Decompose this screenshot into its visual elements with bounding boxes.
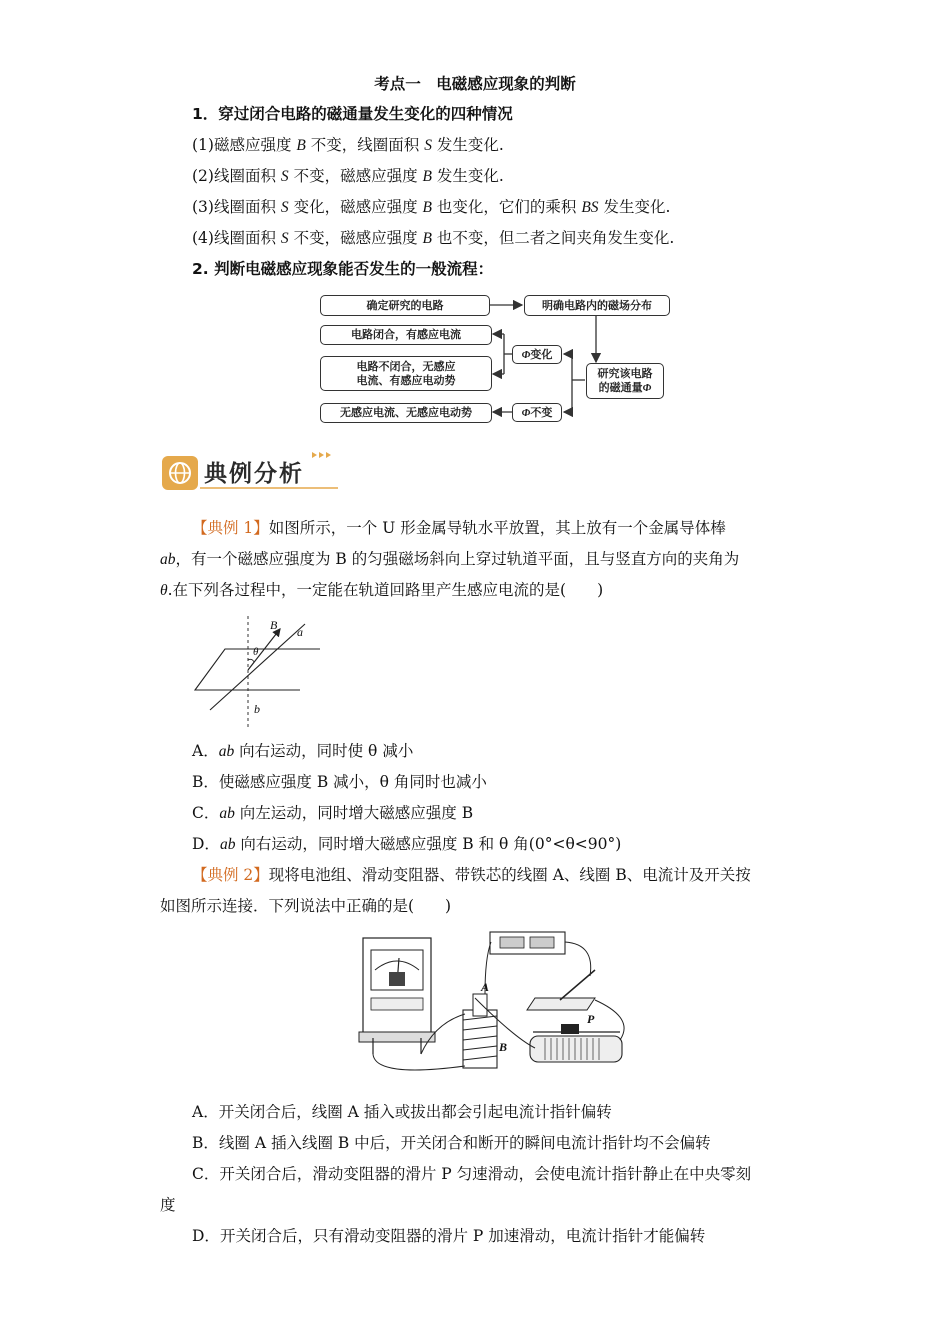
- point2-heading: 2. 判断电磁感应现象能否发生的一般流程：: [192, 260, 494, 278]
- text: 也变化，它们的乘积: [431, 198, 582, 216]
- example2-option-b[interactable]: [192, 1132, 711, 1154]
- label-slider-p: P: [587, 1012, 595, 1026]
- label-coil-a: A: [481, 980, 490, 994]
- option-text: 线圈 A 插入线圈 B 中后，开关闭合和断开的瞬间电流计指针均不会偏转: [218, 1134, 711, 1152]
- example1-option-d[interactable]: [192, 833, 621, 856]
- flow-text: 研究该电路: [597, 367, 653, 380]
- flow-box-flux: [586, 363, 664, 399]
- example1-option-a[interactable]: [192, 740, 413, 763]
- example-tag: 【典例 1】: [192, 519, 269, 537]
- example1-option-b[interactable]: [192, 771, 487, 793]
- example2-line1: [192, 864, 751, 886]
- option-letter: C．: [192, 1165, 220, 1183]
- var-s: S: [280, 199, 289, 216]
- option-text: 开关闭合后，滑动变阻器的滑片 P 匀速滑动，会使电流计指针静止在中央零刻: [219, 1165, 752, 1183]
- var-b: B: [422, 230, 432, 247]
- flow-result-none: 无感应电流、无感应电动势: [320, 403, 492, 423]
- option-text: 开关闭合后，只有滑动变阻器的滑片 P 加速滑动，电流计指针才能偏转: [219, 1227, 706, 1245]
- example2-line2: 如图所示连接．下列说法中正确的是( ): [160, 897, 452, 915]
- example2-option-a[interactable]: [192, 1101, 612, 1123]
- example2-option-c-cont: 度: [160, 1196, 176, 1214]
- flowchart: [300, 290, 680, 430]
- option-letter: A．: [192, 742, 219, 760]
- option-letter: C．: [192, 804, 220, 822]
- text: 如图所示，一个 U 形金属导轨水平放置，其上放有一个金属导体棒: [268, 519, 726, 537]
- flow-text: 的磁通量: [598, 381, 643, 394]
- point1-item-1: [192, 134, 504, 157]
- flow-text: 电路不闭合，无感应: [356, 359, 456, 373]
- point1-item-3: [192, 196, 670, 219]
- example1-line3: [160, 579, 603, 602]
- flow-text: 不变: [530, 405, 553, 419]
- section-title: 考点一 电磁感应现象的判断: [374, 75, 576, 93]
- text: 现将电池组、滑动变阻器、带铁芯的线圈 A、线圈 B、电流计及开关按: [268, 866, 751, 884]
- example1-line2: [160, 548, 739, 571]
- text: 也不变，但二者之间夹角发生变化.: [431, 229, 675, 247]
- text: ，有一个磁感应强度为 B 的匀强磁场斜向上穿过轨道平面，且与竖直方向的夹角为: [175, 550, 740, 568]
- option-text: 向右运动，同时增大磁感应强度 B 和 θ 角(0°<θ<90°): [235, 835, 622, 853]
- label-a: a: [297, 625, 303, 639]
- flow-box-field: 明确电路内的磁场分布: [524, 295, 670, 316]
- text: 发生变化.: [431, 167, 504, 185]
- flow-box-phi-nochange: [512, 403, 562, 422]
- label-theta: θ: [253, 646, 259, 658]
- var-b: B: [422, 168, 432, 185]
- var-s: S: [280, 230, 289, 247]
- var-bs: BS: [581, 199, 599, 216]
- var-ab: ab: [219, 805, 235, 822]
- text: 不变，线圈面积: [305, 136, 425, 154]
- point1-heading: 1．穿过闭合电路的磁通量发生变化的四种情况: [192, 105, 513, 123]
- text: (1)磁感应强度: [192, 136, 297, 154]
- example-tag: 【典例 2】: [192, 866, 269, 884]
- option-text: 使磁感应强度 B 减小，θ 角同时也减小: [218, 773, 487, 791]
- text: (2)线圈面积: [192, 167, 281, 185]
- example1-line1: [192, 517, 726, 539]
- flow-text: 变化: [530, 347, 553, 361]
- text: 变化，磁感应强度: [288, 198, 423, 216]
- circuit-diagram: [355, 928, 640, 1088]
- text: 不变，磁感应强度: [288, 167, 423, 185]
- option-letter: D．: [192, 835, 220, 853]
- var-ab: ab: [218, 743, 235, 760]
- text: 发生变化.: [598, 198, 671, 216]
- label-b-rod: b: [254, 702, 260, 716]
- text: 不变，磁感应强度: [288, 229, 423, 247]
- option-text: 开关闭合后，线圈 A 插入或拔出都会引起电流计指针偏转: [218, 1103, 612, 1121]
- flow-text: [599, 381, 652, 395]
- example2-option-c[interactable]: [192, 1163, 751, 1185]
- flow-box-circuit: 确定研究的电路: [320, 295, 490, 316]
- text: .在下列各过程中，一定能在轨道回路里产生感应电流的是( ): [167, 581, 604, 599]
- option-text: 向左运动，同时增大磁感应强度 B: [234, 804, 474, 822]
- analysis-heading-badge: [160, 450, 340, 492]
- flow-result-closed: 电路闭合，有感应电流: [320, 325, 492, 345]
- var-s: S: [280, 168, 289, 185]
- example1-option-c[interactable]: [192, 802, 473, 825]
- var-b: B: [422, 199, 432, 216]
- label-coil-b: B: [499, 1040, 508, 1054]
- var-ab: ab: [219, 836, 236, 853]
- var-b: B: [296, 137, 306, 154]
- var-theta: θ: [160, 582, 168, 599]
- flow-result-open: [320, 356, 492, 391]
- text: 发生变化.: [431, 136, 504, 154]
- example2-option-d[interactable]: [192, 1225, 705, 1247]
- label-b-field: B: [270, 618, 278, 632]
- circuit-figure: [355, 928, 640, 1088]
- flow-text: 电流、有感应电动势: [356, 373, 456, 387]
- point1-item-4: [192, 227, 674, 250]
- var-ab: ab: [160, 551, 176, 568]
- phi-symbol: Φ: [521, 348, 531, 361]
- text: (4)线圈面积: [192, 229, 281, 247]
- point1-item-2: [192, 165, 504, 188]
- text: (3)线圈面积: [192, 198, 281, 216]
- option-letter: D．: [192, 1227, 220, 1245]
- option-letter: B．: [192, 773, 219, 791]
- phi-symbol: Φ: [642, 382, 652, 394]
- option-letter: A．: [192, 1103, 219, 1121]
- option-letter: B．: [192, 1134, 219, 1152]
- rail-figure: [190, 614, 325, 730]
- option-text: 向右运动，同时使 θ 减小: [234, 742, 414, 760]
- var-s: S: [424, 137, 432, 154]
- flow-box-phi-change: [512, 345, 562, 364]
- analysis-heading: 典例分析: [204, 461, 304, 487]
- phi-symbol: Φ: [521, 406, 531, 419]
